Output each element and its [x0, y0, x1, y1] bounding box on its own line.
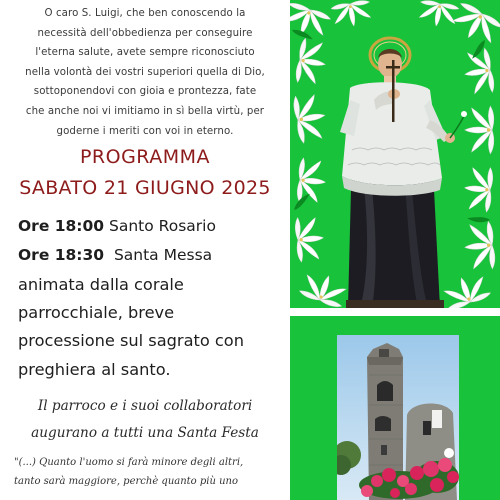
- prayer-line: O caro S. Luigi, che ben conoscendo la: [44, 8, 246, 19]
- prayer-line: che anche noi vi imitiamo in sì bella virtù, per: [25, 105, 265, 117]
- prayer-line: sottoponendovi con gioia e prontezza, fate: [33, 86, 257, 98]
- prayer-line: nella volontà dei vostri superiori quella di Dio,: [25, 66, 265, 78]
- event-body-line: preghiera al santo.: [18, 360, 171, 379]
- event-body-line: parrocchiale, breve: [18, 303, 175, 322]
- event-body-line: processione sul sagrato con: [18, 331, 244, 350]
- frame-divider: [290, 308, 500, 316]
- prayer-line: necessità dell'obbedienza per conseguire: [37, 27, 253, 39]
- saint-statue-image: [290, 0, 500, 308]
- event-time: Ore 18:00: [18, 217, 105, 235]
- date-title: SABATO 21 GIUGNO 2025: [19, 177, 271, 199]
- event-time: Ore 18:30: [18, 246, 105, 264]
- prayer-line: l'eterna salute, avete sempre riconosciuto: [35, 47, 255, 59]
- church-bell-tower-image: [337, 335, 459, 500]
- quote-line: tanto sarà maggiore, perchè quanto più uno: [14, 476, 238, 487]
- greeting-line: Il parroco e i suoi collaboratori: [37, 398, 253, 414]
- quote-line: "(...) Quanto l'uomo si farà minore degli altri,: [14, 457, 244, 468]
- prayer-line: goderne i meriti con voi in eterno.: [56, 125, 234, 137]
- programma-title: PROGRAMMA: [79, 146, 211, 168]
- prayer-text: [6, 4, 284, 141]
- event-rosario: [18, 217, 216, 235]
- event-messa: [18, 246, 212, 264]
- event-desc: Santa Messa: [113, 246, 213, 264]
- greeting-line: augurano a tutti una Santa Festa: [31, 425, 259, 441]
- event-body-line: animata dalla corale: [18, 275, 184, 294]
- church-photo: [337, 335, 459, 500]
- saint-frame: [290, 0, 500, 308]
- event-desc: Santo Rosario: [109, 217, 216, 235]
